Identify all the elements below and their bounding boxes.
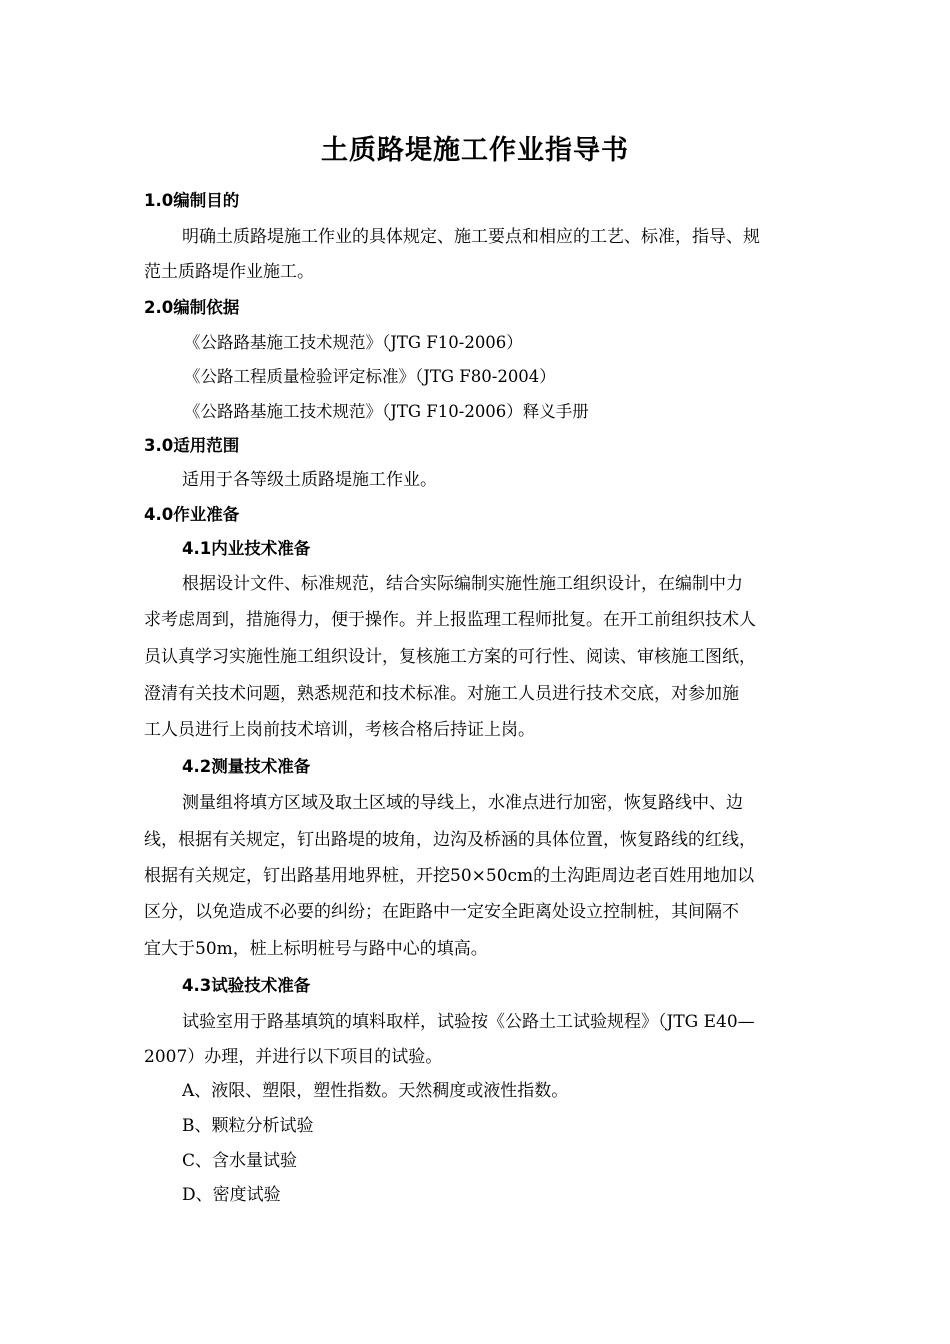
paragraph-line: 澄清有关技术问题，熟悉规范和技术标准。对施工人员进行技术交底，对参加施 (144, 684, 739, 704)
list-item: D、密度试验 (182, 1185, 281, 1205)
subsection-heading-4-1: 4.1内业技术准备 (182, 539, 311, 558)
paragraph-line: 根据设计文件、标准规范，结合实际编制实施性施工组织设计，在编制中力 (182, 574, 743, 594)
paragraph-line: 员认真学习实施性施工组织设计，复核施工方案的可行性、阅读、审核施工图纸， (144, 647, 756, 667)
paragraph-line: 范土质路堤作业施工。 (144, 262, 314, 282)
section-heading-3: 3.0适用范围 (144, 436, 240, 455)
paragraph-line: 适用于各等级土质路堤施工作业。 (182, 470, 437, 490)
reference-item: 《公路工程质量检验评定标准》（JTG F80-2004） (184, 367, 556, 386)
paragraph-line: 测量组将填方区域及取土区域的导线上，水准点进行加密，恢复路线中、边 (182, 793, 743, 813)
list-item: C、含水量试验 (182, 1151, 298, 1171)
paragraph-line: 2007）办理，并进行以下项目的试验。 (144, 1047, 443, 1067)
paragraph-line: 明确土质路堤施工作业的具体规定、施工要点和相应的工艺、标准，指导、规 (182, 227, 760, 247)
paragraph-line: 区分，以免造成不必要的纠纷；在距路中一定安全距离处设立控制桩，其间隔不 (144, 902, 739, 922)
section-heading-4: 4.0作业准备 (144, 505, 240, 524)
paragraph-line: 根据有关规定，钉出路基用地界桩，开挖50×50cm的土沟距周边老百姓用地加以 (144, 866, 755, 886)
subsection-heading-4-2: 4.2测量技术准备 (182, 757, 311, 776)
paragraph-line: 线，根据有关规定，钉出路堤的坡角，边沟及桥涵的具体位置，恢复路线的红线， (144, 830, 756, 850)
paragraph-line: 宜大于50m，桩上标明桩号与路中心的填高。 (144, 939, 488, 959)
reference-item: 《公路路基施工技术规范》（JTG F10-2006）释义手册 (184, 402, 589, 421)
subsection-heading-4-3: 4.3试验技术准备 (182, 976, 311, 995)
section-heading-2: 2.0编制依据 (144, 298, 240, 317)
list-item: A、液限、塑限，塑性指数。天然稠度或液性指数。 (182, 1081, 569, 1101)
paragraph-line: 工人员进行上岗前技术培训，考核合格后持证上岗。 (144, 720, 535, 740)
section-heading-1: 1.0编制目的 (144, 191, 240, 210)
document-title: 土质路堤施工作业指导书 (321, 135, 629, 166)
reference-item: 《公路路基施工技术规范》（JTG F10-2006） (184, 333, 523, 352)
paragraph-line: 求考虑周到，措施得力，便于操作。并上报监理工程师批复。在开工前组织技术人 (144, 610, 756, 630)
list-item: B、颗粒分析试验 (182, 1116, 314, 1136)
paragraph-line: 试验室用于路基填筑的填料取样，试验按《公路土工试验规程》（JTG E40— (182, 1012, 755, 1032)
